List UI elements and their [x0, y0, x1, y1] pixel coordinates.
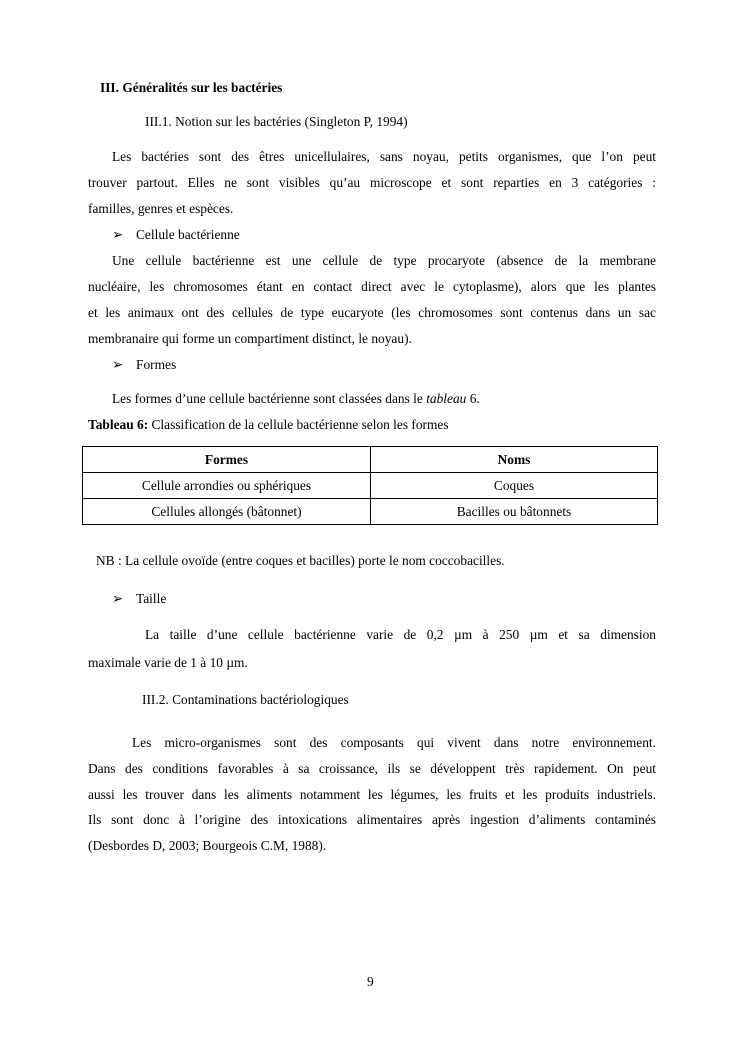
- arrow-bullet-icon: ➢: [112, 591, 124, 606]
- page-number: 9: [367, 974, 374, 989]
- nb-note: NB : La cellule ovoïde (entre coques et bacilles) porte le nom coccobacilles.: [96, 553, 505, 568]
- paragraph-1-line-1: Les bactéries sont des êtres unicellulaires, sans noyau, petits organismes, que l’on peut: [112, 149, 656, 164]
- subsection-heading-2: III.2. Contaminations bactériologiques: [142, 692, 349, 707]
- table-cell: Bacilles ou bâtonnets: [371, 499, 658, 525]
- bullet-taille: ➢ Taille: [112, 591, 167, 606]
- table-cell: Cellules allongés (bâtonnet): [83, 499, 371, 525]
- paragraph-5-line-4: Ils sont donc à l’origine des intoxications alimentaires après ingestion d’aliments contaminés: [88, 812, 656, 827]
- bullet-cellule: ➢ Cellule bactérienne: [112, 227, 240, 242]
- classification-table: [82, 446, 658, 525]
- paragraph-2-line-1: Une cellule bactérienne est une cellule de type procaryote (absence de la membrane: [112, 253, 656, 268]
- paragraph-5-line-1: Les micro-organismes sont des composants qui vivent dans notre environnement.: [132, 735, 656, 750]
- arrow-bullet-icon: ➢: [112, 357, 124, 372]
- paragraph-5-line-2: Dans des conditions favorables à sa croissance, ils se développent très rapidement. On peut: [88, 761, 656, 776]
- paragraph-4-line-2: maximale varie de 1 à 10 µm.: [88, 655, 248, 670]
- table-cell: Coques: [371, 473, 658, 499]
- table-header-row: [83, 447, 658, 473]
- table-cell: Cellule arrondies ou sphériques: [83, 473, 371, 499]
- paragraph-2-line-3: et les animaux ont des cellules de type eucaryote (les chromosomes sont contenus dans un sac: [88, 305, 656, 320]
- paragraph-5-line-5: (Desbordes D, 2003; Bourgeois C.M, 1988).: [88, 838, 327, 853]
- paragraph-2-line-2: nucléaire, les chromosomes étant en contact direct avec le cytoplasme), alors que les plantes: [88, 279, 656, 294]
- paragraph-4-line-1: La taille d’une cellule bactérienne varie de 0,2 µm à 250 µm et sa dimension: [145, 627, 656, 642]
- paragraph-1-line-2: trouver partout. Elles ne sont visibles qu’au microscope et sont reparties en 3 catégories :: [88, 175, 656, 190]
- bullet-formes: ➢ Formes: [112, 357, 177, 372]
- arrow-bullet-icon: ➢: [112, 227, 124, 242]
- table-header-cell: Formes: [83, 447, 371, 473]
- paragraph-5-line-3: aussi les trouver dans les aliments notamment les légumes, les fruits et les produits industriels.: [88, 787, 656, 802]
- table-row: [83, 499, 658, 525]
- paragraph-3: Les formes d’une cellule bactérienne sont classées dans le tableau 6.: [112, 391, 480, 406]
- section-heading: III. Généralités sur les bactéries: [100, 80, 283, 95]
- paragraph-2-line-4: membranaire qui forme un compartiment distinct, le noyau).: [88, 331, 412, 346]
- subsection-heading-1: III.1. Notion sur les bactéries (Singleton P, 1994): [145, 114, 408, 129]
- table-row: [83, 473, 658, 499]
- table-header-cell: Noms: [371, 447, 658, 473]
- paragraph-1-line-3: familles, genres et espèces.: [88, 201, 234, 216]
- table-caption: Tableau 6: Classification de la cellule bactérienne selon les formes: [88, 417, 449, 432]
